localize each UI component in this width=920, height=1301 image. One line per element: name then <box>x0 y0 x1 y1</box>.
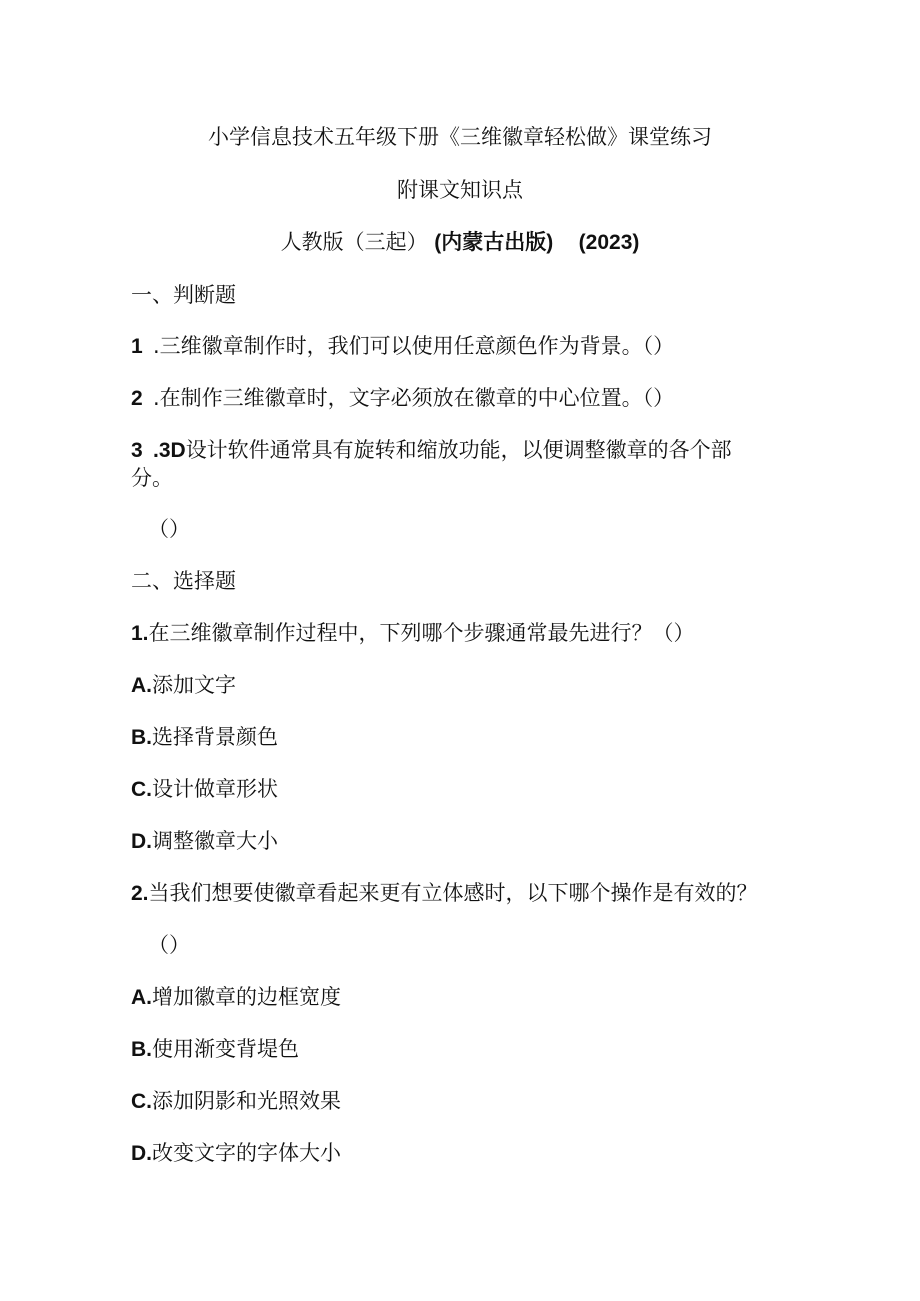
edition-press: (内蒙古出版) <box>434 231 554 254</box>
question-text: 当我们想要使徽章看起来更有立体感时，以下哪个操作是有效的？ <box>148 881 758 905</box>
item-number: 1 <box>131 335 143 358</box>
option-text: 添加阴影和光照效果 <box>152 1089 341 1113</box>
q2-option-b <box>131 1035 299 1064</box>
option-letter: D. <box>131 1142 152 1165</box>
option-text: 添加文字 <box>152 673 236 697</box>
item-text: 设计软件通常具有旋转和缩放功能，以便调整徽章的各个部 <box>185 438 732 462</box>
answer-blank: （） <box>148 517 190 541</box>
option-text: 调整徽章大小 <box>152 829 278 853</box>
judge-item-2 <box>131 384 674 413</box>
item-text-bold: .3D <box>153 439 186 462</box>
option-text: 改变文字的字体大小 <box>152 1141 341 1165</box>
item-number: 3 <box>131 439 143 462</box>
question-text: 在三维徽章制作过程中，下列哪个步骤通常最先进行？（） <box>148 621 695 645</box>
judge-item-3-continued: 分。 <box>131 466 173 490</box>
option-letter: C. <box>131 778 152 801</box>
q2-option-a <box>131 983 341 1012</box>
edition-year: (2023) <box>578 231 640 254</box>
option-letter: C. <box>131 1090 152 1113</box>
option-letter: B. <box>131 726 152 749</box>
q2-option-c <box>131 1087 341 1116</box>
q1-option-d <box>131 827 278 856</box>
option-letter: D. <box>131 830 152 853</box>
q1-option-a <box>131 671 236 700</box>
question-number: 1. <box>131 622 149 645</box>
answer-blank: （） <box>148 933 190 957</box>
item-text: .三维徽章制作时，我们可以使用任意颜色作为背景。（） <box>153 334 675 358</box>
judge-item-1 <box>131 332 674 361</box>
q1-option-b <box>131 723 278 752</box>
option-text: 设计做章形状 <box>152 777 278 801</box>
item-number: 2 <box>131 387 143 410</box>
option-letter: A. <box>131 986 152 1009</box>
item-text: .在制作三维徽章时，文字必须放在徽章的中心位置。（） <box>153 386 675 410</box>
edition-prefix: 人教版（三起） <box>280 230 428 254</box>
option-letter: B. <box>131 1038 152 1061</box>
option-text: 选择背景颜色 <box>152 725 278 749</box>
choice-question-2 <box>131 879 758 908</box>
q2-option-d <box>131 1139 341 1168</box>
section2-heading: 二、选择题 <box>131 569 236 593</box>
question-number: 2. <box>131 882 149 905</box>
document-title: 小学信息技术五年级下册《三维徽章轻松做》课堂练习 <box>208 125 712 149</box>
document-subtitle: 附课文知识点 <box>397 178 523 202</box>
section1-heading: 一、判断题 <box>131 283 236 307</box>
option-letter: A. <box>131 674 152 697</box>
choice-question-1 <box>131 619 695 648</box>
option-text: 增加徽章的边框宽度 <box>152 985 341 1009</box>
edition-line <box>0 228 920 257</box>
q1-option-c <box>131 775 278 804</box>
option-text: 使用渐变背堤色 <box>152 1037 299 1061</box>
judge-item-3 <box>131 436 732 465</box>
